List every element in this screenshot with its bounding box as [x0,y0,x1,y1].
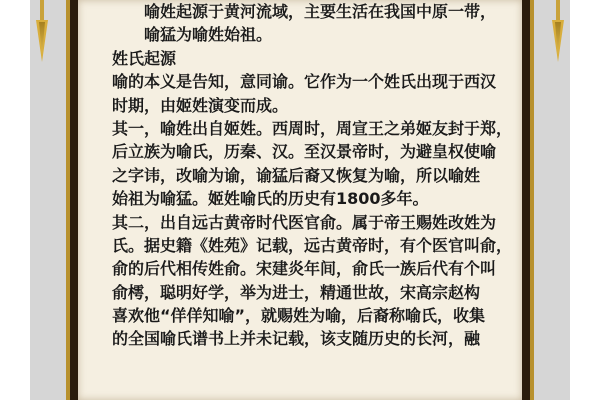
text-line: 之字讳，改喻为谕，谕猛后裔又恢复为喻，所以喻姓 [112,165,481,185]
tassel-icon [552,0,564,62]
tassel-icon [36,0,48,62]
text-line: 的全国喻氏谱书上并未记载，该支随历史的长河，融 [112,329,481,349]
scroll-paper [78,0,522,400]
text-line: 喻猛为喻姓始祖。 [144,25,273,45]
text-line: 始祖为喻猛。姬姓喻氏的历史有1800多年。 [112,189,429,209]
text-line: 俞的后代相传姓俞。宋建炎年间，俞氏一族后代有个叫 [112,259,497,279]
text-line: 其一，喻姓出自姬姓。西周时，周宣王之弟姬友封于郑， [112,118,513,138]
section-heading: 姓氏起源 [112,48,177,68]
text-line: 时期，由姬姓演变而成。 [112,95,289,115]
scroll-text-block [112,0,520,351]
text-line: 喻的本义是告知，意同谕。它作为一个姓氏出现于西汉 [112,72,497,92]
tassel-cord [556,0,560,22]
text-line: 喻姓起源于黄河流域，主要生活在我国中原一带， [144,2,497,21]
text-line: 喜欢他“佯佯知喻”，就赐姓为喻，后裔称喻氏，收集 [112,306,486,326]
text-line: 氏。据史籍《姓苑》记载，远古黄帝时，有个医官叫俞， [112,235,513,255]
text-line: 俞樗，聪明好学，举为进士，精通世故，宋高宗赵构 [112,282,481,302]
text-line: 其二，出自远古黄帝时代医官俞。属于帝王赐姓改姓为 [112,212,497,232]
text-line: 后立族为喻氏，历秦、汉。至汉景帝时，为避皇权使喻 [112,142,497,162]
tassel-cord [40,0,44,22]
scroll-frame [66,0,534,400]
